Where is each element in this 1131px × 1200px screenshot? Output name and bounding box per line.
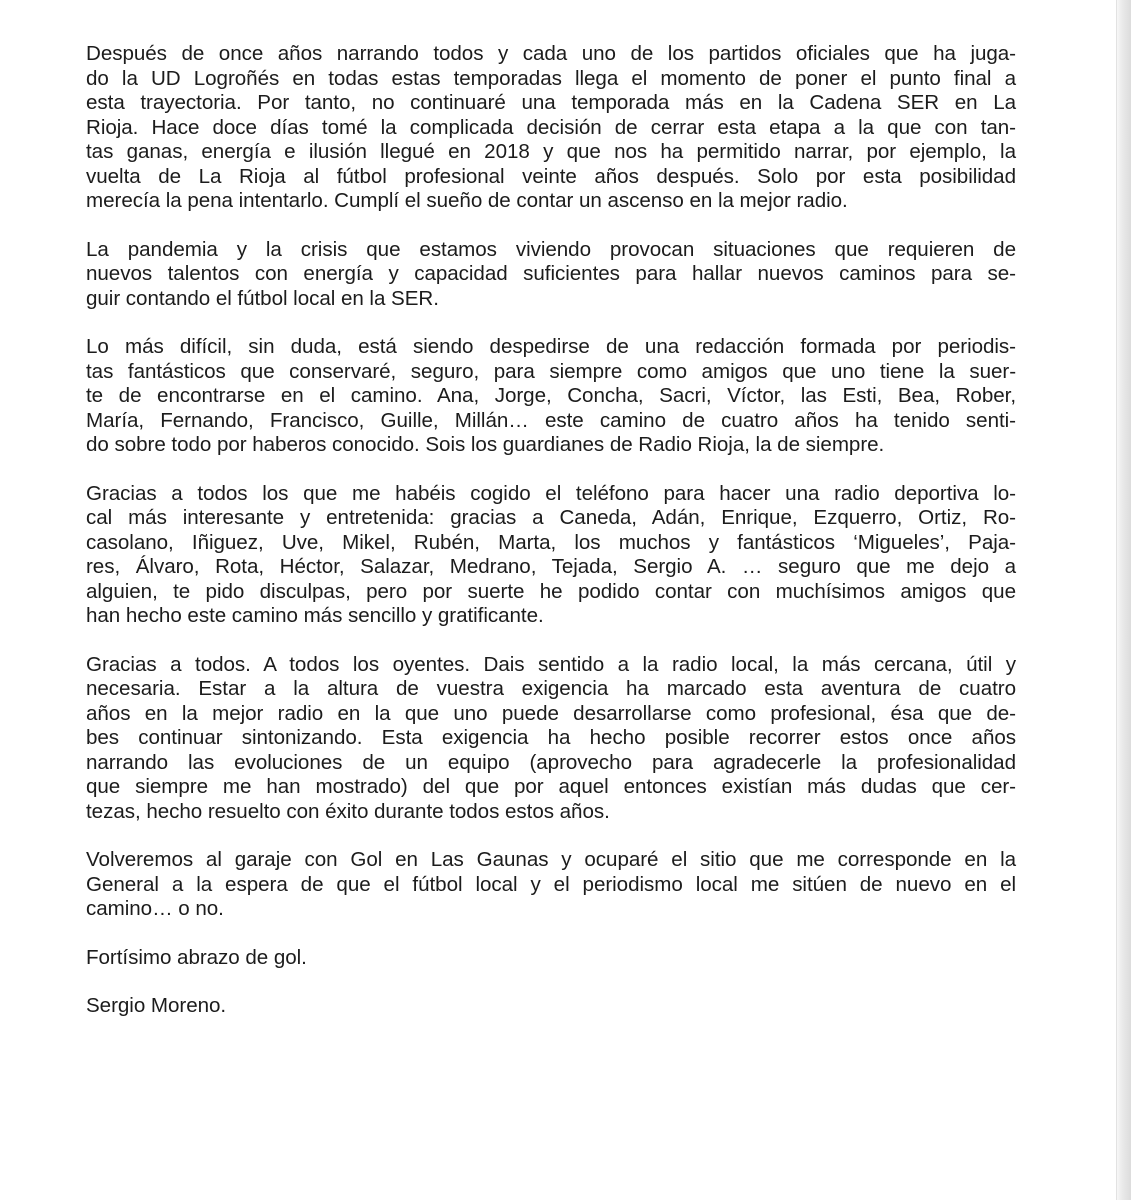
- text-line: tezas, hecho resuelto con éxito durante todos estos años.: [86, 799, 610, 823]
- text-line: Gracias a todos los que me habéis cogido el teléfono para hacer una radio deportiva lo-: [86, 481, 1016, 505]
- text-line: guir contando el fútbol local en la SER.: [86, 286, 439, 310]
- text-line: vuelta de La Rioja al fútbol profesional veinte años después. Solo por esta posibilidad: [86, 164, 1016, 188]
- text-line: María, Fernando, Francisco, Guille, Millán… este camino de cuatro años ha tenido senti-: [86, 408, 1016, 432]
- paragraph-1: [86, 42, 1016, 214]
- text-line: te de encontrarse en el camino. Ana, Jorge, Concha, Sacri, Víctor, las Esti, Bea, Rober,: [86, 384, 1016, 407]
- text-line: General a la espera de que el fútbol local y el periodismo local me sitúen de nuevo en el: [86, 872, 1016, 896]
- text-line: Gracias a todos. A todos los oyentes. Dais sentido a la radio local, la más cercana, útil y: [86, 652, 1016, 676]
- page-edge-shadow: [1116, 0, 1131, 1200]
- text-line: que siempre me han mostrado) del que por aquel entonces existían más dudas que cer-: [86, 775, 1016, 798]
- text-line: res, Álvaro, Rota, Héctor, Salazar, Medrano, Tejada, Sergio A. … seguro que me dejo a: [86, 555, 1016, 578]
- text-line: narrando las evoluciones de un equipo (aprovecho para agradecerle la profesionalidad: [86, 750, 1016, 774]
- text-line: casolano, Iñiguez, Uve, Mikel, Rubén, Marta, los muchos y fantásticos ‘Migueles’, Paja-: [86, 530, 1016, 554]
- closing-text: Fortísimo abrazo de gol.: [86, 945, 307, 969]
- text-line: cal más interesante y entretenida: gracias a Caneda, Adán, Enrique, Ezquerro, Ortiz, Ro-: [86, 506, 1016, 529]
- text-line: Volveremos al garaje con Gol en Las Gaunas y ocuparé el sitio que me corresponde en la: [86, 848, 1016, 871]
- signature-text: Sergio Moreno.: [86, 994, 227, 1017]
- text-line: bes continuar sintonizando. Esta exigencia ha hecho posible recorrer estos once años: [86, 726, 1016, 749]
- text-line: do la UD Logroñés en todas estas temporadas llega el momento de poner el punto final a: [86, 66, 1016, 90]
- text-line: camino… o no.: [86, 897, 224, 920]
- text-line: tas fantásticos que conservaré, seguro, para siempre como amigos que uno tiene la suer-: [86, 359, 1016, 383]
- text-line: años en la mejor radio en la que uno puede desarrollarse como profesional, ésa que de-: [86, 701, 1016, 725]
- closing-line: [86, 946, 1016, 971]
- text-line: tas ganas, energía e ilusión llegué en 2018 y que nos ha permitido narrar, por ejemplo, la: [86, 140, 1016, 163]
- paragraph-6: [86, 848, 1016, 922]
- text-line: Rioja. Hace doce días tomé la complicada decisión de cerrar esta etapa a la que con tan-: [86, 115, 1016, 139]
- text-line: La pandemia y la crisis que estamos viviendo provocan situaciones que requieren de: [86, 237, 1016, 261]
- text-line: Después de once años narrando todos y cada uno de los partidos oficiales que ha juga-: [86, 42, 1016, 65]
- text-line: nuevos talentos con energía y capacidad suficientes para hallar nuevos caminos para se-: [86, 262, 1016, 285]
- paragraph-4: [86, 482, 1016, 629]
- letter-body: [86, 42, 1016, 1043]
- text-line: necesaria. Estar a la altura de vuestra exigencia ha marcado esta aventura de cuatro: [86, 677, 1016, 700]
- text-line: esta trayectoria. Por tanto, no continuaré una temporada más en la Cadena SER en La: [86, 91, 1016, 114]
- signature-line: [86, 994, 1016, 1019]
- paragraph-2: [86, 238, 1016, 312]
- text-line: do sobre todo por haberos conocido. Sois los guardianes de Radio Rioja, la de siempre.: [86, 433, 885, 456]
- paragraph-5: [86, 653, 1016, 825]
- paragraph-3: [86, 335, 1016, 458]
- text-line: Lo más difícil, sin duda, está siendo despedirse de una redacción formada por periodis-: [86, 335, 1016, 358]
- text-line: han hecho este camino más sencillo y gratificante.: [86, 604, 544, 627]
- text-line: alguien, te pido disculpas, pero por suerte he podido contar con muchísimos amigos que: [86, 579, 1016, 603]
- text-line: merecía la pena intentarlo. Cumplí el sueño de contar un ascenso en la mejor radio.: [86, 189, 848, 212]
